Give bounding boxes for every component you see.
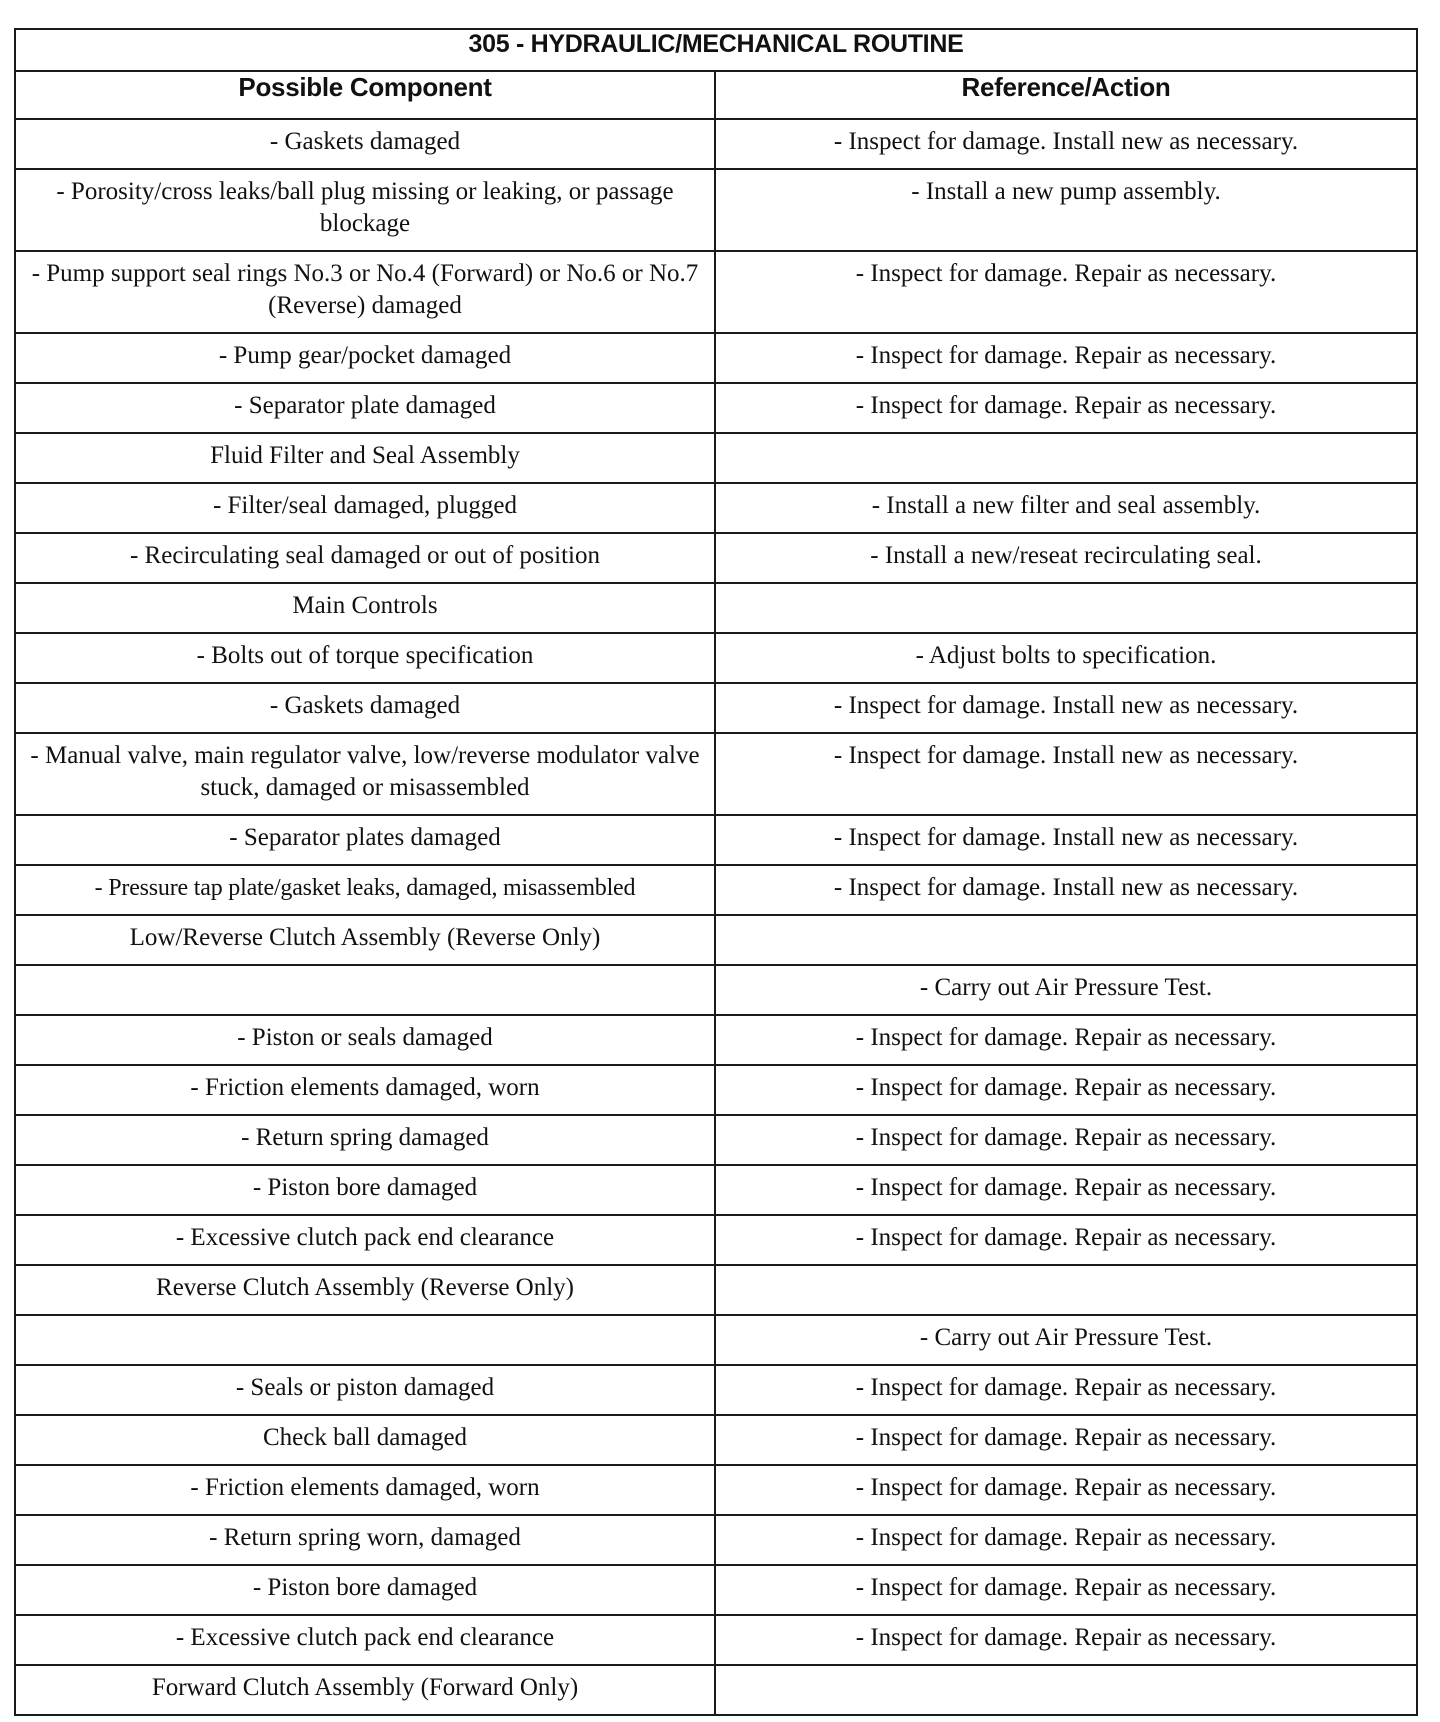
action-cell: - Inspect for damage. Repair as necessary.	[715, 333, 1417, 383]
section-row	[15, 583, 1417, 633]
section-row	[15, 433, 1417, 483]
table-row	[15, 1515, 1417, 1565]
table-row	[15, 633, 1417, 683]
action-cell: - Inspect for damage. Repair as necessary.	[715, 1115, 1417, 1165]
header-row	[15, 71, 1417, 119]
table-row	[15, 1415, 1417, 1465]
component-cell: - Manual valve, main regulator valve, low/reverse modulator valve stuck, damaged or misassembled	[15, 733, 715, 815]
table-row	[15, 1365, 1417, 1415]
action-cell: - Install a new/reseat recirculating seal.	[715, 533, 1417, 583]
table-row	[15, 1215, 1417, 1265]
action-cell	[715, 915, 1417, 965]
component-cell: - Excessive clutch pack end clearance	[15, 1215, 715, 1265]
action-cell	[715, 583, 1417, 633]
component-cell: - Bolts out of torque specification	[15, 633, 715, 683]
action-cell: - Inspect for damage. Repair as necessary.	[715, 1515, 1417, 1565]
table-row	[15, 733, 1417, 815]
table-row	[15, 1115, 1417, 1165]
table-row	[15, 251, 1417, 333]
component-cell: - Pressure tap plate/gasket leaks, damaged, misassembled	[15, 865, 715, 915]
component-cell: - Return spring worn, damaged	[15, 1515, 715, 1565]
action-cell: - Inspect for damage. Install new as necessary.	[715, 815, 1417, 865]
component-cell: - Friction elements damaged, worn	[15, 1065, 715, 1115]
table-row	[15, 169, 1417, 251]
header-possible-component: Possible Component	[15, 71, 715, 119]
table-row	[15, 1065, 1417, 1115]
table-row	[15, 1315, 1417, 1365]
action-cell: - Install a new filter and seal assembly.	[715, 483, 1417, 533]
component-cell: - Gaskets damaged	[15, 119, 715, 169]
component-cell: - Piston bore damaged	[15, 1565, 715, 1615]
section-heading: Fluid Filter and Seal Assembly	[15, 433, 715, 483]
table-row	[15, 383, 1417, 433]
component-cell: - Pump support seal rings No.3 or No.4 (Forward) or No.6 or No.7 (Reverse) damaged	[15, 251, 715, 333]
routine-sheet	[14, 28, 1416, 1716]
table-row	[15, 965, 1417, 1015]
action-cell: - Inspect for damage. Repair as necessary.	[715, 383, 1417, 433]
action-cell: - Inspect for damage. Repair as necessary.	[715, 1015, 1417, 1065]
action-cell: - Inspect for damage. Repair as necessary.	[715, 1215, 1417, 1265]
action-cell: - Inspect for damage. Repair as necessary.	[715, 1615, 1417, 1665]
action-cell: - Inspect for damage. Repair as necessary.	[715, 1365, 1417, 1415]
section-heading: Reverse Clutch Assembly (Reverse Only)	[15, 1265, 715, 1315]
action-cell: - Inspect for damage. Repair as necessary.	[715, 1415, 1417, 1465]
component-cell: - Separator plates damaged	[15, 815, 715, 865]
action-cell: - Inspect for damage. Repair as necessary.	[715, 1065, 1417, 1115]
section-heading: Low/Reverse Clutch Assembly (Reverse Only)	[15, 915, 715, 965]
table-row	[15, 865, 1417, 915]
action-cell	[715, 1665, 1417, 1715]
section-heading: Main Controls	[15, 583, 715, 633]
action-cell: - Inspect for damage. Repair as necessary.	[715, 1565, 1417, 1615]
action-cell: - Inspect for damage. Install new as necessary.	[715, 733, 1417, 815]
component-cell: - Gaskets damaged	[15, 683, 715, 733]
component-cell: Check ball damaged	[15, 1415, 715, 1465]
table-title: 305 - HYDRAULIC/MECHANICAL ROUTINE	[15, 29, 1417, 71]
header-reference-action: Reference/Action	[715, 71, 1417, 119]
component-cell: - Excessive clutch pack end clearance	[15, 1615, 715, 1665]
component-cell: - Filter/seal damaged, plugged	[15, 483, 715, 533]
table-row	[15, 533, 1417, 583]
action-cell: - Inspect for damage. Repair as necessary.	[715, 1165, 1417, 1215]
component-cell: - Piston bore damaged	[15, 1165, 715, 1215]
action-cell: - Inspect for damage. Install new as necessary.	[715, 683, 1417, 733]
action-cell: - Inspect for damage. Install new as necessary.	[715, 865, 1417, 915]
table-row	[15, 333, 1417, 383]
table-row	[15, 815, 1417, 865]
component-cell: - Return spring damaged	[15, 1115, 715, 1165]
component-cell: - Porosity/cross leaks/ball plug missing or leaking, or passage blockage	[15, 169, 715, 251]
component-cell: - Recirculating seal damaged or out of position	[15, 533, 715, 583]
component-cell	[15, 965, 715, 1015]
table-row	[15, 1465, 1417, 1515]
component-cell	[15, 1315, 715, 1365]
component-cell: - Piston or seals damaged	[15, 1015, 715, 1065]
component-cell: - Friction elements damaged, worn	[15, 1465, 715, 1515]
table-row	[15, 119, 1417, 169]
action-cell: - Install a new pump assembly.	[715, 169, 1417, 251]
action-cell: - Adjust bolts to specification.	[715, 633, 1417, 683]
section-row	[15, 1665, 1417, 1715]
action-cell	[715, 433, 1417, 483]
title-row	[15, 29, 1417, 71]
table-row	[15, 483, 1417, 533]
action-cell	[715, 1265, 1417, 1315]
action-cell: - Inspect for damage. Repair as necessary.	[715, 251, 1417, 333]
table-row	[15, 1615, 1417, 1665]
section-heading: Forward Clutch Assembly (Forward Only)	[15, 1665, 715, 1715]
section-row	[15, 1265, 1417, 1315]
table-row	[15, 1165, 1417, 1215]
routine-table	[14, 28, 1418, 1716]
table-row	[15, 1565, 1417, 1615]
action-cell: - Inspect for damage. Repair as necessary.	[715, 1465, 1417, 1515]
component-cell: - Pump gear/pocket damaged	[15, 333, 715, 383]
component-cell: - Separator plate damaged	[15, 383, 715, 433]
action-cell: - Carry out Air Pressure Test.	[715, 965, 1417, 1015]
component-cell: - Seals or piston damaged	[15, 1365, 715, 1415]
table-row	[15, 1015, 1417, 1065]
table-row	[15, 683, 1417, 733]
action-cell: - Carry out Air Pressure Test.	[715, 1315, 1417, 1365]
action-cell: - Inspect for damage. Install new as necessary.	[715, 119, 1417, 169]
section-row	[15, 915, 1417, 965]
